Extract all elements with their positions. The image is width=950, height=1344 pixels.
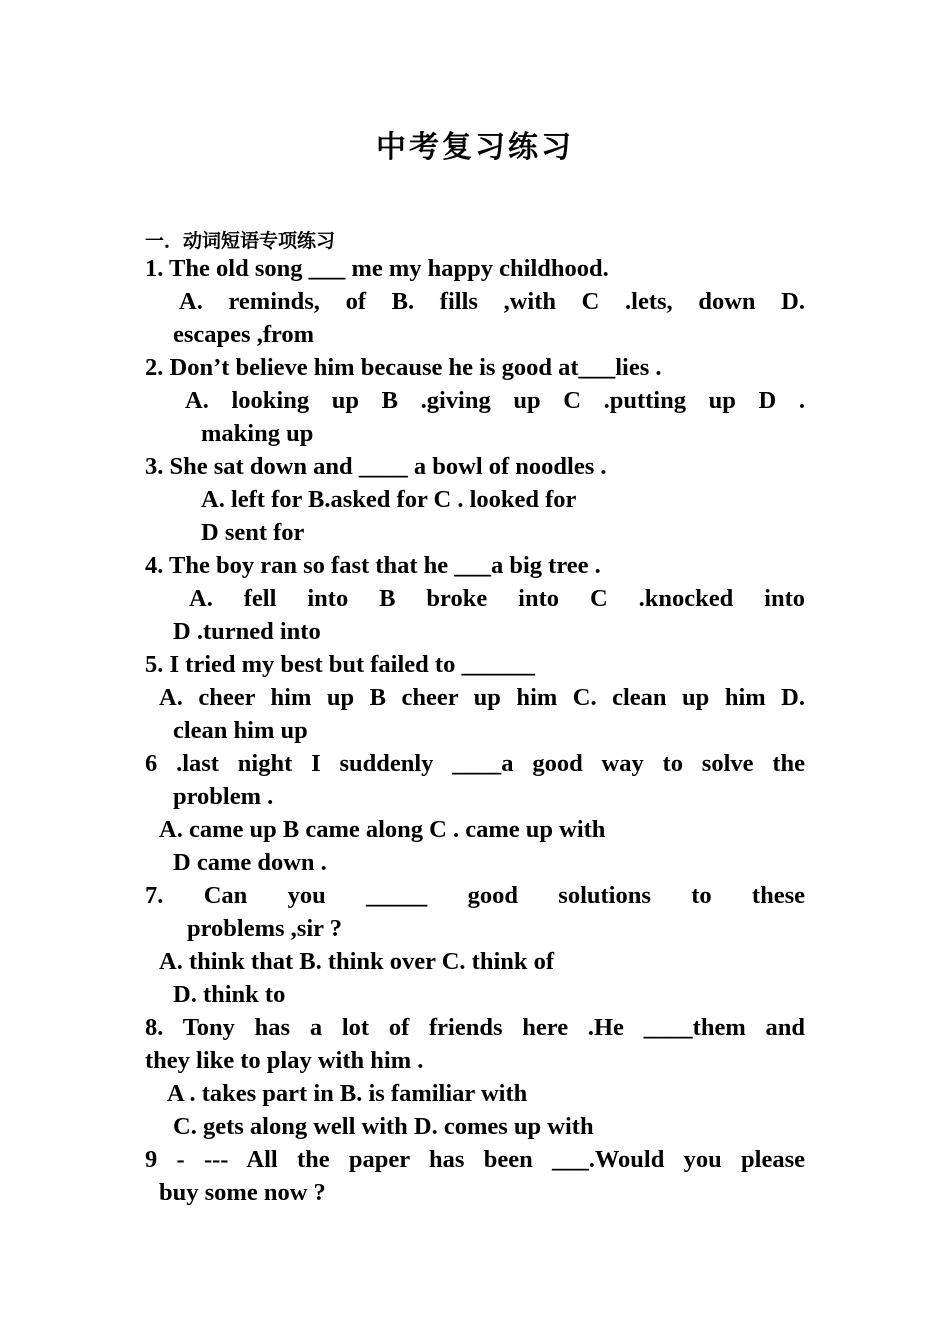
text-line: A. cheer him up B cheer up him C. clean up him D. [159,684,805,711]
text-line: D. think to [173,981,286,1008]
text-line: A. came up B came along C . came up with [159,816,606,843]
text-line: 9 - --- All the paper has been ___.Would you please [145,1146,805,1173]
text-line: A. looking up B .giving up C .putting up D . [185,387,805,414]
text-line: 4. The boy ran so fast that he ___a big tree . [145,552,601,579]
text-line: clean him up [173,717,308,744]
text-line: making up [201,420,314,447]
text-line: problems ,sir ? [187,915,342,942]
text-line: they like to play with him . [145,1047,424,1074]
text-line: 8. Tony has a lot of friends here .He ____them and [145,1014,805,1041]
text-line: problem . [173,783,274,810]
text-line: D sent for [201,519,305,546]
text-line: 5. I tried my best but failed to ______ [145,651,535,678]
text-line: A. fell into B broke into C .knocked into [189,585,805,612]
text-line: 6 .last night I suddenly ____a good way to solve the [145,750,805,777]
text-line: escapes ,from [173,321,315,348]
text-line: 1. The old song ___ me my happy childhood. [145,255,609,282]
text-line: A . takes part in B. is familiar with [167,1080,528,1107]
text-line: D .turned into [173,618,321,645]
text-line: D came down . [173,849,327,876]
text-line: 2. Don’t believe him because he is good at___lies . [145,354,662,381]
exercise-body [145,252,805,1209]
text-line: A. reminds, of B. fills ,with C .lets, down D. [179,288,805,315]
text-line: 3. She sat down and ____ a bowl of noodles . [145,453,607,480]
text-line: C. gets along well with D. comes up with [173,1113,594,1140]
text-line: A. left for B.asked for C . looked for [201,486,577,513]
text-line: buy some now ? [159,1179,326,1206]
text-line: 7. Can you _____ good solutions to these [145,882,805,909]
page-title: 中考复习练习 [376,130,574,165]
text-line: A. think that B. think over C. think of [159,948,555,975]
section-heading: 一．动词短语专项练习 [145,230,336,252]
